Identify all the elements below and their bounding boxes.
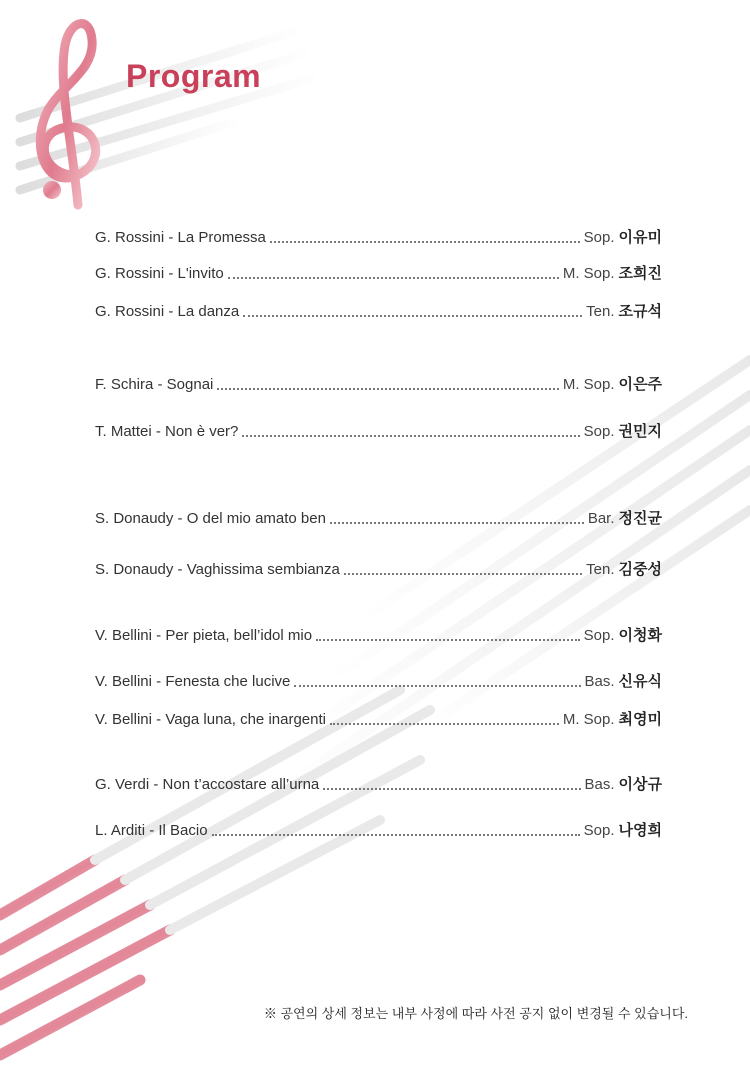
singer-name: 정진균: [618, 510, 662, 527]
voice-type: Sop.: [583, 822, 615, 839]
singer-name: 나영희: [618, 822, 662, 839]
piece-title: G. Verdi - Non t’accostare all’urna: [95, 776, 320, 793]
performer: [563, 262, 662, 283]
program-row: [95, 262, 662, 284]
voice-type: Bas.: [584, 673, 615, 690]
program-row: [95, 507, 662, 529]
singer-name: 김중성: [618, 561, 662, 578]
dot-leader: [316, 635, 580, 641]
performer: [584, 819, 662, 840]
dot-leader: [217, 384, 558, 390]
program-row: [95, 300, 662, 322]
piece-title: V. Bellini - Per pieta, bell’idol mio: [95, 627, 313, 644]
piece-title: V. Bellini - Fenesta che lucive: [95, 673, 291, 690]
performer: [584, 420, 662, 441]
notice-text: ※ 공연의 상세 정보는 내부 사정에 따라 사전 공지 없이 변경될 수 있습니다.: [263, 1006, 688, 1021]
voice-type: Bar.: [587, 510, 615, 527]
singer-name: 이상규: [618, 776, 662, 793]
performer: [586, 300, 662, 321]
piece-title: G. Rossini - La danza: [95, 303, 240, 320]
program-row: [95, 558, 662, 580]
dot-leader: [330, 518, 584, 524]
piece-title: F. Schira - Sognai: [95, 376, 214, 393]
program-row: [95, 420, 662, 442]
piece-title: G. Rossini - La Promessa: [95, 229, 266, 246]
voice-type: M. Sop.: [562, 376, 615, 393]
program-row: [95, 226, 662, 248]
voice-type: Sop.: [583, 423, 615, 440]
performer: [584, 226, 662, 247]
program-row: [95, 708, 662, 730]
program-row: [95, 819, 662, 841]
performer: [563, 373, 662, 394]
voice-type: M. Sop.: [562, 711, 615, 728]
dot-leader: [228, 273, 559, 279]
singer-name: 이청화: [618, 627, 662, 644]
performer: [588, 507, 662, 528]
program-row: [95, 773, 662, 795]
singer-name: 조희진: [618, 265, 662, 282]
performer: [585, 670, 663, 691]
piece-title: T. Mattei - Non è ver?: [95, 423, 239, 440]
voice-type: M. Sop.: [562, 265, 615, 282]
dot-leader: [242, 431, 579, 437]
treble-clef-icon: [40, 24, 95, 205]
floral-stripes: [0, 860, 170, 1055]
piece-title: G. Rossini - L'invito: [95, 265, 224, 282]
dot-leader: [294, 681, 580, 687]
voice-type: Sop.: [583, 229, 615, 246]
page-title: Program: [126, 58, 262, 94]
singer-name: 조규석: [618, 303, 662, 320]
piece-title: V. Bellini - Vaga luna, che inargenti: [95, 711, 326, 728]
voice-type: Ten.: [586, 561, 615, 578]
dot-leader: [323, 784, 580, 790]
voice-type: Ten.: [586, 303, 615, 320]
program-row: [95, 624, 662, 646]
program-row: [95, 670, 662, 692]
voice-type: Sop.: [583, 627, 615, 644]
singer-name: 권민지: [618, 423, 662, 440]
performer: [585, 773, 663, 794]
dot-leader: [212, 830, 580, 836]
dot-leader: [243, 311, 582, 317]
singer-name: 신유식: [618, 673, 662, 690]
piece-title: L. Arditi - Il Bacio: [95, 822, 208, 839]
singer-name: 최영미: [618, 711, 662, 728]
performer: [586, 558, 662, 579]
dot-leader: [344, 569, 582, 575]
dot-leader: [330, 719, 559, 725]
piece-title: S. Donaudy - O del mio amato ben: [95, 510, 326, 527]
singer-name: 이유미: [618, 229, 662, 246]
voice-type: Bas.: [584, 776, 615, 793]
program-row: [95, 373, 662, 395]
singer-name: 이은주: [618, 376, 662, 393]
performer: [563, 708, 662, 729]
top-staff-stripes: [20, 30, 320, 190]
dot-leader: [270, 237, 580, 243]
piece-title: S. Donaudy - Vaghissima sembianza: [95, 561, 340, 578]
performer: [584, 624, 662, 645]
